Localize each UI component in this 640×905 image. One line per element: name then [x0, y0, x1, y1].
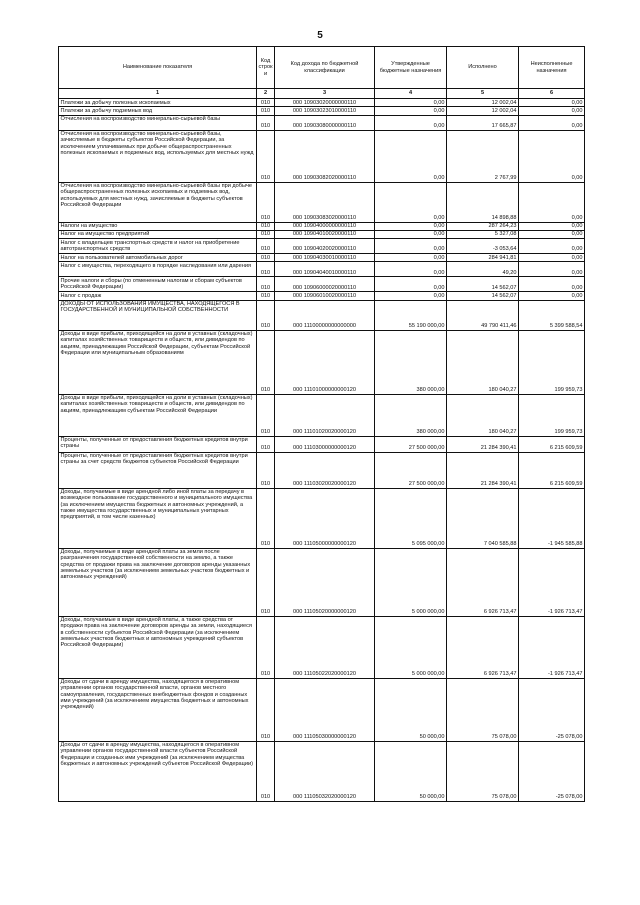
- approved-amount-cell: 5 000 000,00: [375, 548, 447, 616]
- classification-code-cell: 000 10903020000000110: [275, 99, 375, 107]
- table-row: [59, 292, 585, 300]
- page-number: 5: [317, 30, 323, 41]
- classification-code-cell: 000 10903080000000110: [275, 115, 375, 130]
- classification-code-cell: 000 10903023010000110: [275, 107, 375, 115]
- line-code-cell: 010: [257, 254, 275, 262]
- table-row: [59, 239, 585, 254]
- line-code-cell: 010: [257, 262, 275, 277]
- line-code-cell: 010: [257, 616, 275, 678]
- indicator-name-cell: Платежи за добычу полезных ископаемых: [59, 99, 257, 107]
- executed-amount-cell: 7 040 585,88: [447, 488, 519, 548]
- line-code-cell: 010: [257, 452, 275, 488]
- table-row: [59, 277, 585, 292]
- unexecuted-amount-cell: 0,00: [519, 115, 585, 130]
- line-code-cell: 010: [257, 107, 275, 115]
- classification-code-cell: 000 11101020020000120: [275, 394, 375, 436]
- line-code-cell: 010: [257, 300, 275, 330]
- executed-amount-cell: 49 790 411,46: [447, 300, 519, 330]
- table-row: [59, 436, 585, 452]
- indicator-name-cell: Доходы, получаемые в виде арендной платы, а также средства от продажи права на заключение договоров аренды за земли, находящиеся в собственности субъектов Российской Федерации (за исключением земельных участков бюджетных и автономных учреждений субъектов Российской Федерации): [59, 616, 257, 678]
- approved-amount-cell: 50 000,00: [375, 741, 447, 801]
- table-row: [59, 107, 585, 115]
- classification-code-cell: 000 11105000000000120: [275, 488, 375, 548]
- approved-amount-cell: 0,00: [375, 254, 447, 262]
- approved-amount-cell: 0,00: [375, 222, 447, 230]
- unexecuted-amount-cell: 0,00: [519, 182, 585, 222]
- indicator-name-cell: Отчисления на воспроизводство минерально-сырьевой базы при добыче общераспространенных полезных ископаемых и подземных вод, используемых для местных нужд, зачисляемые в бюджеты субъектов Российской Федерации: [59, 182, 257, 222]
- executed-amount-cell: 14 898,88: [447, 182, 519, 222]
- table-row: [59, 230, 585, 238]
- indicator-name-cell: Прочие налоги и сборы (по отмененным налогам и сборам субъектов Российской Федерации): [59, 277, 257, 292]
- indicator-name-cell: Отчисления на воспроизводство минерально-сырьевой базы, зачисляемые в бюджеты субъектов Российской Федерации, за исключением уплачиваемых при добыче общераспространенных полезных ископаемых и подземных вод, используемых для местных нужд: [59, 130, 257, 182]
- unexecuted-amount-cell: -25 078,00: [519, 741, 585, 801]
- column-numbers-row: [59, 89, 585, 99]
- table-row: [59, 678, 585, 741]
- column-header-kbk: Код дохода по бюджетной классификации: [275, 47, 375, 89]
- indicator-name-cell: Доходы в виде прибыли, приходящейся на доли в уставных (складочных) капиталах хозяйственных товариществ и обществ, или дивидендов по акциям, принадлежащим Российской Федерации, субъектам Российской Федерации или муниципальным образованиям: [59, 330, 257, 394]
- classification-code-cell: 000 10903082020000110: [275, 130, 375, 182]
- approved-amount-cell: 0,00: [375, 130, 447, 182]
- indicator-name-cell: Налог с владельцев транспортных средств и налог на приобретение автотранспортных средств: [59, 239, 257, 254]
- column-header-approved: Утвержденные бюджетные назначения: [375, 47, 447, 89]
- unexecuted-amount-cell: 5 399 588,54: [519, 300, 585, 330]
- table-row: [59, 548, 585, 616]
- indicator-name-cell: Доходы, получаемые в виде арендной платы за земли после разграничения государственной собственности на землю, а также средства от продажи права на заключение договоров аренды указанных земельных участков (за исключением земельных участков бюджетных и автономных учреждений): [59, 548, 257, 616]
- table-row: [59, 222, 585, 230]
- approved-amount-cell: 27 500 000,00: [375, 436, 447, 452]
- executed-amount-cell: 12 002,04: [447, 107, 519, 115]
- indicator-name-cell: Налог на имущество предприятий: [59, 230, 257, 238]
- line-code-cell: 010: [257, 130, 275, 182]
- classification-code-cell: 000 10903083020000110: [275, 182, 375, 222]
- approved-amount-cell: 55 190 000,00: [375, 300, 447, 330]
- line-code-cell: 010: [257, 239, 275, 254]
- indicator-name-cell: Налоги на имущество: [59, 222, 257, 230]
- approved-amount-cell: 380 000,00: [375, 394, 447, 436]
- approved-amount-cell: 0,00: [375, 107, 447, 115]
- table-row: [59, 99, 585, 107]
- executed-amount-cell: 5 327,08: [447, 230, 519, 238]
- line-code-cell: 010: [257, 488, 275, 548]
- line-code-cell: 010: [257, 330, 275, 394]
- column-number: 4: [375, 89, 447, 99]
- executed-amount-cell: 49,20: [447, 262, 519, 277]
- table-row: [59, 254, 585, 262]
- column-number: 1: [59, 89, 257, 99]
- column-header-code: Код строк и: [257, 47, 275, 89]
- approved-amount-cell: 0,00: [375, 292, 447, 300]
- classification-code-cell: 000 11103000000000120: [275, 436, 375, 452]
- executed-amount-cell: 6 926 713,47: [447, 548, 519, 616]
- executed-amount-cell: 14 562,07: [447, 292, 519, 300]
- line-code-cell: 010: [257, 678, 275, 741]
- unexecuted-amount-cell: 6 215 609,59: [519, 436, 585, 452]
- table-header-row: [59, 47, 585, 89]
- indicator-name-cell: Отчисления на воспроизводство минерально-сырьевой базы: [59, 115, 257, 130]
- table-row: [59, 488, 585, 548]
- approved-amount-cell: 5 095 000,00: [375, 488, 447, 548]
- indicator-name-cell: Проценты, полученные от предоставления бюджетных кредитов внутри страны за счет средств бюджетов субъектов Российской Федерации: [59, 452, 257, 488]
- line-code-cell: 010: [257, 548, 275, 616]
- executed-amount-cell: 287 264,23: [447, 222, 519, 230]
- unexecuted-amount-cell: 0,00: [519, 254, 585, 262]
- indicator-name-cell: ДОХОДЫ ОТ ИСПОЛЬЗОВАНИЯ ИМУЩЕСТВА, НАХОДЯЩЕГОСЯ В ГОСУДАРСТВЕННОЙ И МУНИЦИПАЛЬНОЙ СОБСТВЕННОСТИ: [59, 300, 257, 330]
- indicator-name-cell: Налог на пользователей автомобильных дорог: [59, 254, 257, 262]
- unexecuted-amount-cell: 0,00: [519, 239, 585, 254]
- column-number: 5: [447, 89, 519, 99]
- column-header-unexecuted: Неисполненные назначения: [519, 47, 585, 89]
- unexecuted-amount-cell: 0,00: [519, 262, 585, 277]
- column-number: 6: [519, 89, 585, 99]
- classification-code-cell: 000 11105022020000120: [275, 616, 375, 678]
- approved-amount-cell: 0,00: [375, 115, 447, 130]
- indicator-name-cell: Доходы, получаемые в виде арендной либо иной платы за передачу в возмездное пользование государственного и муниципального имущества (за исключением имущества бюджетных и автономных учреждений, а также имущества государственных и муниципальных унитарных предприятий, в том числе казенных): [59, 488, 257, 548]
- unexecuted-amount-cell: 199 959,73: [519, 330, 585, 394]
- indicator-name-cell: Доходы в виде прибыли, приходящейся на доли в уставных (складочных) капиталах хозяйственных товариществ и обществ, или дивидендов по акциям, принадлежащим субъектам Российской Федерации: [59, 394, 257, 436]
- line-code-cell: 010: [257, 277, 275, 292]
- executed-amount-cell: 2 767,99: [447, 130, 519, 182]
- executed-amount-cell: -3 053,64: [447, 239, 519, 254]
- table-row: [59, 262, 585, 277]
- executed-amount-cell: 21 284 390,41: [447, 452, 519, 488]
- executed-amount-cell: 180 040,27: [447, 394, 519, 436]
- approved-amount-cell: 0,00: [375, 277, 447, 292]
- table-row: [59, 616, 585, 678]
- indicator-name-cell: Налог с продаж: [59, 292, 257, 300]
- unexecuted-amount-cell: -1 926 713,47: [519, 548, 585, 616]
- line-code-cell: 010: [257, 394, 275, 436]
- table-row: [59, 741, 585, 801]
- unexecuted-amount-cell: 0,00: [519, 130, 585, 182]
- classification-code-cell: 000 11105020000000120: [275, 548, 375, 616]
- unexecuted-amount-cell: 0,00: [519, 222, 585, 230]
- table-row: [59, 330, 585, 394]
- approved-amount-cell: 0,00: [375, 182, 447, 222]
- executed-amount-cell: 21 284 390,41: [447, 436, 519, 452]
- line-code-cell: 010: [257, 222, 275, 230]
- line-code-cell: 010: [257, 436, 275, 452]
- approved-amount-cell: 5 000 000,00: [375, 616, 447, 678]
- unexecuted-amount-cell: -1 926 713,47: [519, 616, 585, 678]
- table-row: [59, 300, 585, 330]
- column-number: 2: [257, 89, 275, 99]
- table-row: [59, 394, 585, 436]
- indicator-name-cell: Доходы от сдачи в аренду имущества, находящегося в оперативном управлении органов государственной власти субъектов Российской Федерации и созданных ими учреждений (за исключением имущества бюджетных и автономных учреждений субъектов Российской Федерации): [59, 741, 257, 801]
- executed-amount-cell: 17 665,87: [447, 115, 519, 130]
- executed-amount-cell: 180 040,27: [447, 330, 519, 394]
- line-code-cell: 010: [257, 182, 275, 222]
- indicator-name-cell: Проценты, полученные от предоставления бюджетных кредитов внутри страны: [59, 436, 257, 452]
- classification-code-cell: 000 10906000020000110: [275, 277, 375, 292]
- unexecuted-amount-cell: 0,00: [519, 230, 585, 238]
- classification-code-cell: 000 10904000000000110: [275, 222, 375, 230]
- indicator-name-cell: Налог с имущества, переходящего в порядке наследования или дарения: [59, 262, 257, 277]
- line-code-cell: 010: [257, 99, 275, 107]
- unexecuted-amount-cell: -1 945 585,88: [519, 488, 585, 548]
- approved-amount-cell: 380 000,00: [375, 330, 447, 394]
- line-code-cell: 010: [257, 741, 275, 801]
- classification-code-cell: 000 11105030000000120: [275, 678, 375, 741]
- approved-amount-cell: 0,00: [375, 230, 447, 238]
- indicator-name-cell: Платежи за добычу подземных вод: [59, 107, 257, 115]
- line-code-cell: 010: [257, 115, 275, 130]
- line-code-cell: 010: [257, 292, 275, 300]
- classification-code-cell: 000 10906010020000110: [275, 292, 375, 300]
- table-row: [59, 115, 585, 130]
- table-row: [59, 452, 585, 488]
- executed-amount-cell: 14 562,07: [447, 277, 519, 292]
- column-number: 3: [275, 89, 375, 99]
- table-body: [59, 99, 585, 802]
- classification-code-cell: 000 10904040010000110: [275, 262, 375, 277]
- indicator-name-cell: Доходы от сдачи в аренду имущества, находящегося в оперативном управлении органов государственной власти, органов местного самоуправления, государственных внебюджетных фондов и созданных ими учреждений (за исключением имущества бюджетных и автономных учреждений): [59, 678, 257, 741]
- classification-code-cell: 000 11101000000000120: [275, 330, 375, 394]
- unexecuted-amount-cell: 0,00: [519, 107, 585, 115]
- classification-code-cell: 000 10904020020000110: [275, 239, 375, 254]
- executed-amount-cell: 75 078,00: [447, 741, 519, 801]
- approved-amount-cell: 0,00: [375, 239, 447, 254]
- table-row: [59, 130, 585, 182]
- executed-amount-cell: 12 002,04: [447, 99, 519, 107]
- approved-amount-cell: 0,00: [375, 99, 447, 107]
- approved-amount-cell: 27 500 000,00: [375, 452, 447, 488]
- line-code-cell: 010: [257, 230, 275, 238]
- executed-amount-cell: 75 078,00: [447, 678, 519, 741]
- executed-amount-cell: 6 926 713,47: [447, 616, 519, 678]
- table-row: [59, 182, 585, 222]
- unexecuted-amount-cell: 0,00: [519, 292, 585, 300]
- classification-code-cell: 000 11105032020000120: [275, 741, 375, 801]
- approved-amount-cell: 50 000,00: [375, 678, 447, 741]
- unexecuted-amount-cell: 199 959,73: [519, 394, 585, 436]
- column-header-name: Наименование показателя: [59, 47, 257, 89]
- unexecuted-amount-cell: 0,00: [519, 99, 585, 107]
- executed-amount-cell: 284 941,81: [447, 254, 519, 262]
- classification-code-cell: 000 10904030010000110: [275, 254, 375, 262]
- unexecuted-amount-cell: 0,00: [519, 277, 585, 292]
- unexecuted-amount-cell: 6 215 609,59: [519, 452, 585, 488]
- unexecuted-amount-cell: -25 078,00: [519, 678, 585, 741]
- budget-execution-table: [58, 46, 585, 802]
- column-header-executed: Исполнено: [447, 47, 519, 89]
- approved-amount-cell: 0,00: [375, 262, 447, 277]
- classification-code-cell: 000 10904010020000110: [275, 230, 375, 238]
- classification-code-cell: 000 11103020020000120: [275, 452, 375, 488]
- classification-code-cell: 000 11100000000000000: [275, 300, 375, 330]
